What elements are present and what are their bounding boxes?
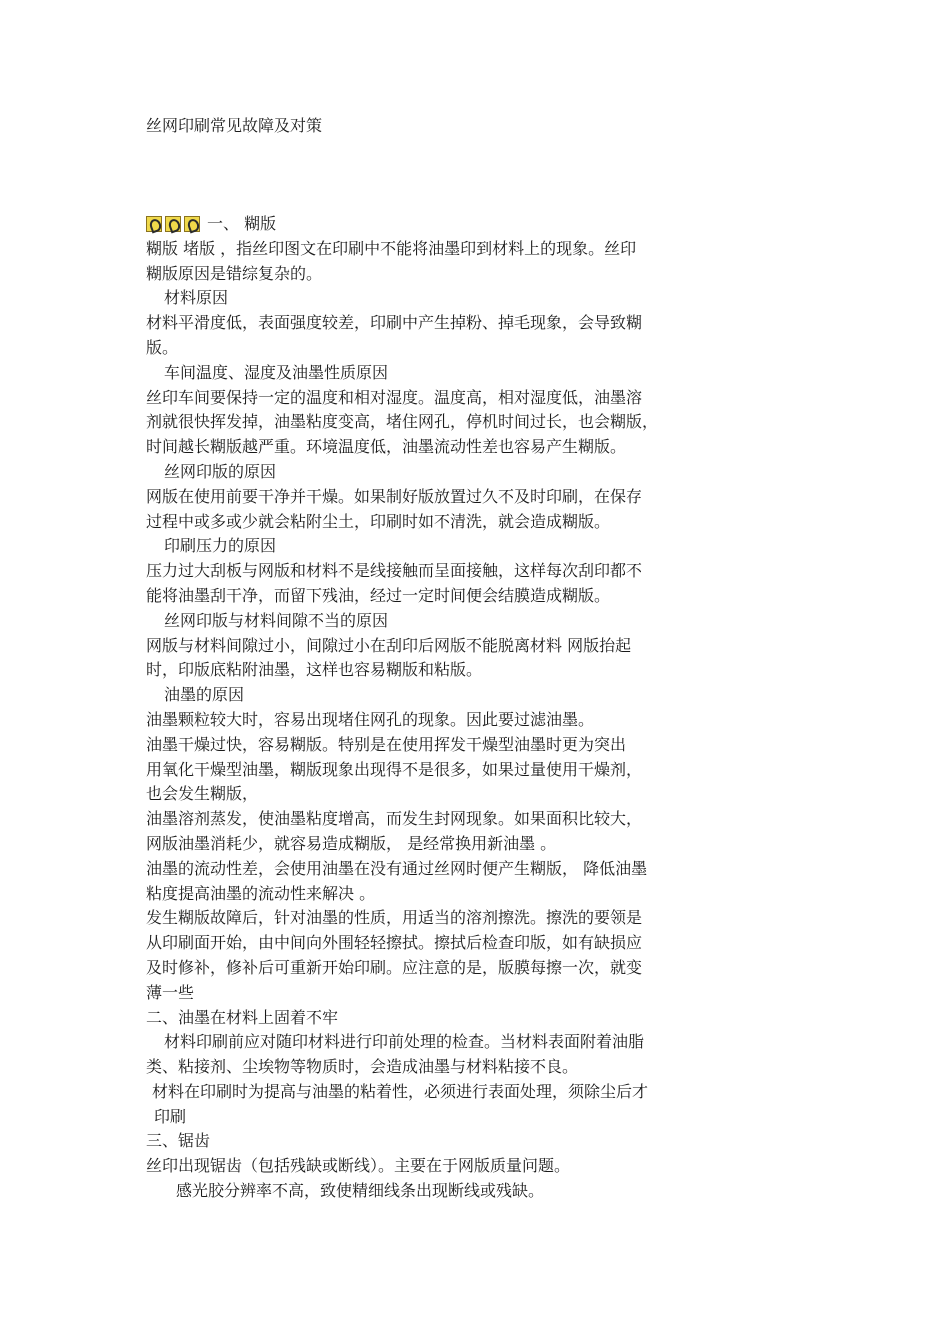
line-text: 油墨的流动性差，会使用油墨在没有通过丝网时便产生糊版， 降低油墨 [146,858,648,878]
line-text: 印刷压力的原因 [164,536,277,556]
line-text: 丝印出现锯齿（包括残缺或断线）。主要在于网版质量问题。 [146,1156,571,1176]
text-line [146,1154,756,1179]
text-line [146,733,756,758]
document-body [146,212,756,1204]
text-line [146,1030,756,1055]
line-text: 网版与材料间隙过小，间隙过小在刮印后网版不能脱离材料 网版抬起 [146,635,632,655]
text-line [146,311,756,336]
text-line [146,1129,756,1154]
document-title: 丝网印刷常见故障及对策 [146,116,323,135]
text-line [146,410,756,435]
text-line [146,584,756,609]
text-line [146,1179,756,1204]
pencil-icon [184,216,200,232]
line-text: 糊版 堵版 ，指丝印图文在印刷中不能将油墨印到材料上的现象。丝印 [146,238,637,258]
text-line [146,658,756,683]
line-text: 网版油墨消耗少，就容易造成糊版， 是经常换用新油墨 。 [146,833,557,853]
text-line [146,336,756,361]
line-text: 版。 [146,337,179,357]
line-text: 薄一些 [146,982,195,1002]
text-line [146,386,756,411]
line-text: 能将油墨刮干净，而留下残油，经过一定时间便会结膜造成糊版。 [146,585,611,605]
line-text: 油墨溶剂蒸发，使油墨粘度增高，而发生封网现象。如果面积比较大， [146,809,643,829]
text-line [146,435,756,460]
line-text: 丝网印版与材料间隙不当的原因 [164,610,389,630]
line-text: 材料印刷前应对随印材料进行印前处理的检查。当材料表面附着油脂 [164,1032,645,1052]
text-line [146,460,756,485]
line-text: 印刷 [154,1106,187,1126]
line-text: 一、 糊版 [207,214,277,233]
text-line [146,286,756,311]
text-line [146,634,756,659]
text-line [146,782,756,807]
pencil-icon [146,216,162,232]
text-line [146,510,756,535]
line-text: 三、锯齿 [146,1131,211,1151]
text-line [146,262,756,287]
line-text: 剂就很快挥发掉，油墨粘度变高，堵住网孔，停机时间过长，也会糊版， [146,412,659,432]
line-text: 车间温度、湿度及油墨性质原因 [164,362,389,382]
text-line [146,807,756,832]
text-line [146,361,756,386]
line-text: 发生糊版故障后，针对油墨的性质，用适当的溶剂擦洗。擦洗的要领是 [146,908,643,928]
line-text: 压力过大刮板与网版和材料不是线接触而呈面接触，这样每次刮印都不 [146,561,643,581]
text-line [146,931,756,956]
line-text: 材料原因 [164,288,229,308]
text-line [146,559,756,584]
line-text: 油墨颗粒较大时，容易出现堵住网孔的现象。因此要过滤油墨。 [146,709,595,729]
line-text: 用氧化干燥型油墨，糊版现象出现得不是很多，如果过量使用干燥剂， [146,759,643,779]
text-line [146,237,756,262]
pencil-icon [165,216,181,232]
text-line [146,609,756,634]
line-text: 也会发生糊版， [146,784,259,804]
line-text: 时，印版底粘附油墨，这样也容易糊版和粘版。 [146,660,483,680]
text-line [146,212,756,237]
text-line [146,485,756,510]
line-text: 感光胶分辨率不高，致使精细线条出现断线或残缺。 [176,1181,545,1201]
text-line [146,1006,756,1031]
line-text: 油墨干燥过快，容易糊版。特别是在使用挥发干燥型油墨时更为突出 [146,734,627,754]
line-text: 丝印车间要保持一定的温度和相对湿度。温度高，相对湿度低，油墨溶 [146,387,643,407]
line-text: 材料平滑度低，表面强度较差，印刷中产生掉粉、掉毛现象，会导致糊 [146,313,643,333]
text-line [146,981,756,1006]
text-line [146,857,756,882]
line-text: 及时修补，修补后可重新开始印刷。应注意的是，版膜每擦一次，就变 [146,957,643,977]
line-text: 材料在印刷时为提高与油墨的粘着性，必须进行表面处理，须除尘后才 [152,1081,649,1101]
text-line [146,1055,756,1080]
line-text: 过程中或多或少就会粘附尘土，印刷时如不清洗，就会造成糊版。 [146,511,611,531]
text-line [146,906,756,931]
line-text: 网版在使用前要干净并干燥。如果制好版放置过久不及时印刷，在保存 [146,486,643,506]
line-text: 类、粘接剂、尘埃物等物质时，会造成油墨与材料粘接不良。 [146,1057,579,1077]
line-text: 时间越长糊版越严重。环境温度低，油墨流动性差也容易产生糊版。 [146,437,627,457]
line-text: 粘度提高油墨的流动性来解决 。 [146,883,376,903]
text-line [146,832,756,857]
text-line [146,1105,756,1130]
text-line [146,683,756,708]
line-text: 二、油墨在材料上固着不牢 [146,1007,339,1027]
text-line [146,882,756,907]
text-line [146,758,756,783]
text-line [146,708,756,733]
text-line [146,956,756,981]
text-line [146,1080,756,1105]
line-text: 从印刷面开始，由中间向外围轻轻擦拭。擦拭后检查印版，如有缺损应 [146,933,643,953]
line-text: 油墨的原因 [164,685,245,705]
text-line [146,534,756,559]
line-text: 糊版原因是错综复杂的。 [146,263,323,283]
line-text: 丝网印版的原因 [164,461,277,481]
